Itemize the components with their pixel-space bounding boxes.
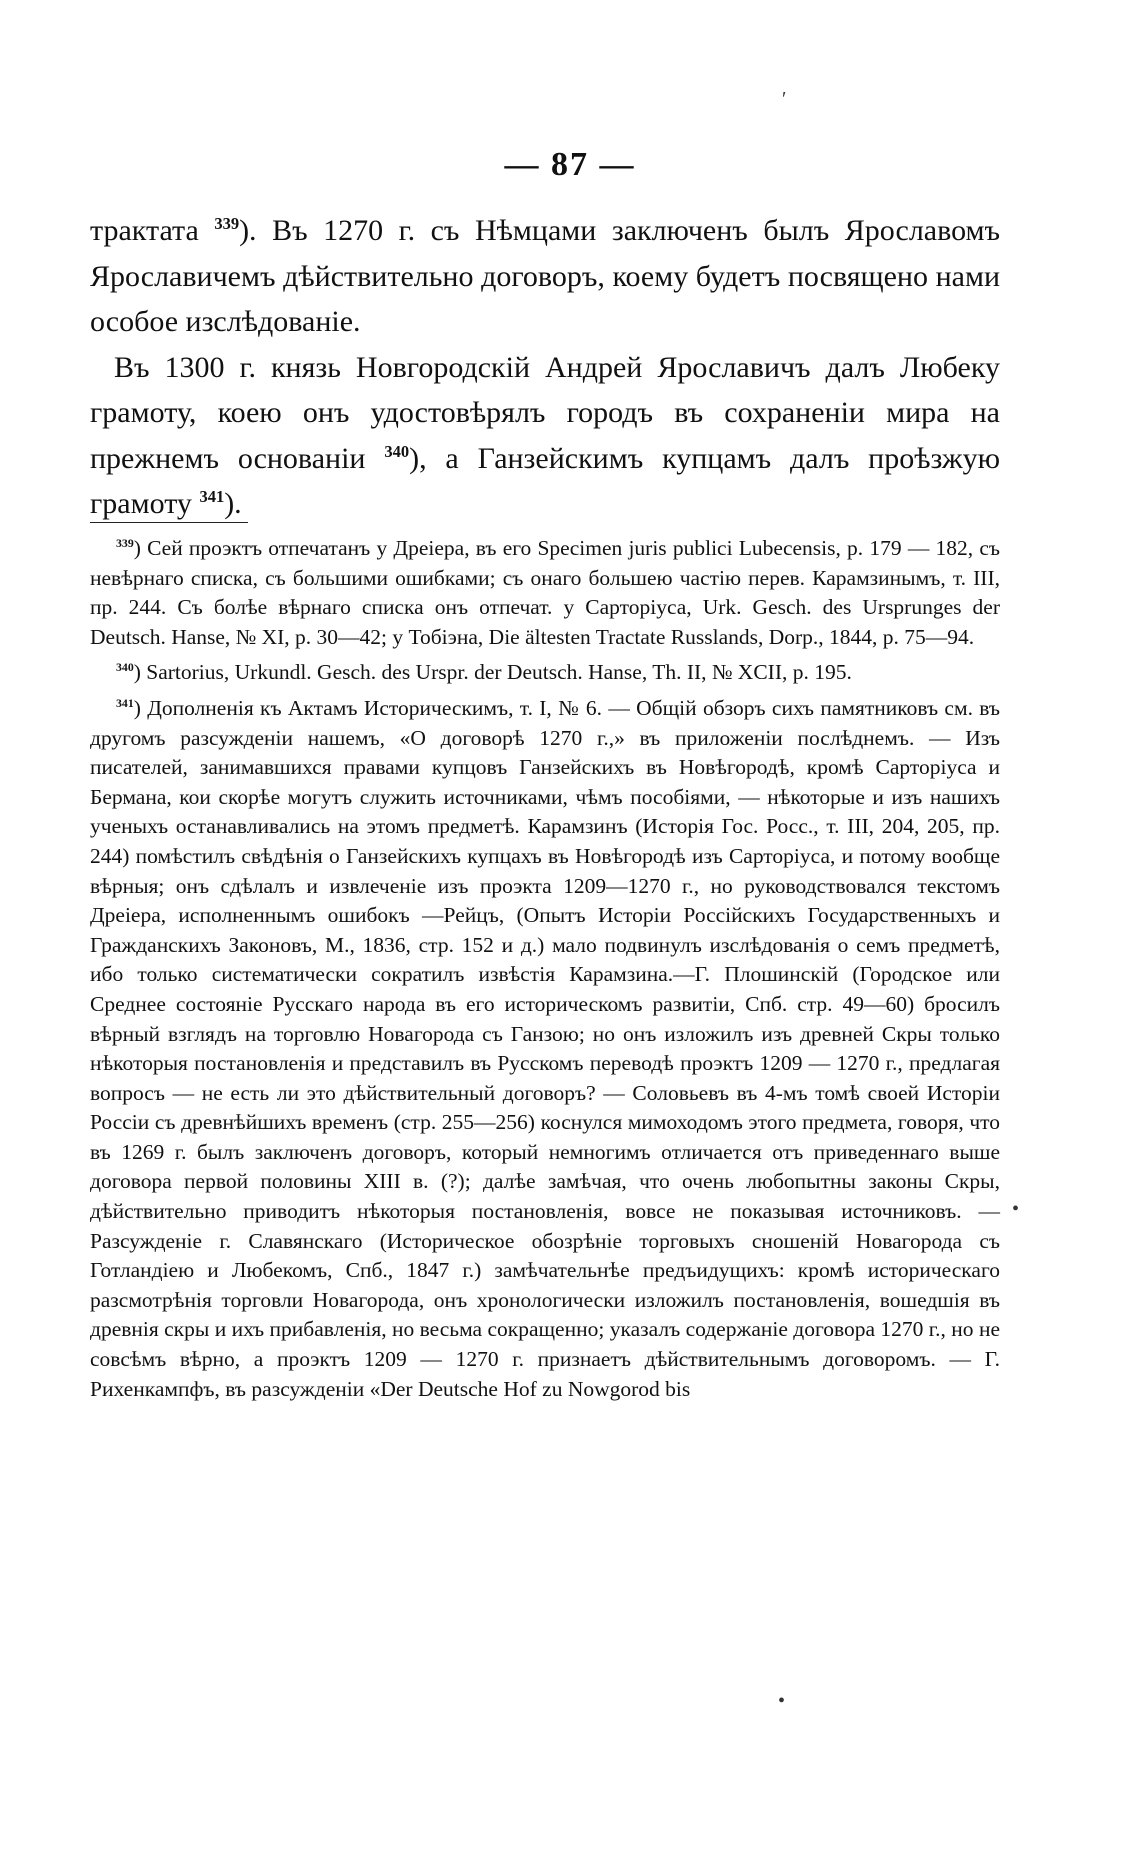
- footnote-340: [90, 658, 1000, 688]
- main-paragraph-2: [90, 345, 1000, 527]
- page-number: — 87 —: [504, 146, 636, 183]
- footnote-ref: 339: [214, 214, 240, 233]
- footnote-number: 339: [116, 535, 134, 550]
- footnote-text: ) Дополненія къ Актамъ Историческимъ, т. I, № 6. — Общій обзоръ сихъ памятниковъ см. въ другомъ разсужденіи нашемъ, «О договорѣ 1270 г.,» въ приложеніи послѣднемъ. — Изъ писателей, занимавшихся правами купцовъ Ганзейскихъ въ Новѣгородѣ, кромѣ Сарторіуса и Бермана, кои скорѣе могутъ служить источниками, чѣмъ пособіями, — нѣкоторые и изъ нашихъ ученыхъ останавливались на этомъ предметѣ. Карамзинъ (Исторія Гос. Росс., т. III, 204, 205, пр. 244) помѣстилъ свѣдѣнія о Ганзейскихъ купцахъ въ Новѣгородѣ изъ Сарторіуса, и потому вообще вѣрныя; онъ сдѣлалъ и извлеченіе изъ проэкта 1209—1270 г., но руководствовался текстомъ Дреіера, исполненнымъ ошибокъ —Рейцъ, (Опытъ Исторіи Россійскихъ Государственныхъ и Гражданскихъ Законовъ, М., 1836, стр. 152 и д.) мало подвинулъ изслѣдованія о семъ предметѣ, ибо только систематически сократилъ извѣстія Карамзина.—Г. Плошинскій (Городское или Среднее состояніе Русскаго народа въ его историческомъ развитіи, Спб. стр. 49—60) бросилъ вѣрный взглядъ на торговлю Новагорода съ Ганзою; но онъ изложилъ изъ древней Скры только нѣкоторыя постановленія и представилъ въ Русскомъ переводѣ проэктъ 1209 — 1270 г., предлагая вопросъ — не есть ли это дѣйствительный договоръ? — Соловьевъ въ 4-мъ томѣ своей Исторіи Россіи съ древнѣйшихъ временъ (стр. 255—256) коснулся мимоходомъ этого предмета, говоря, что въ 1269 г. былъ заключенъ договоръ, который немногимъ отличается отъ приведеннаго выше договора первой половины XIII в. (?); далѣе замѣчая, что очень любопытны законы Скры, дѣйствительно приводитъ нѣкоторыя постановленія, вовсе не показывая источниковъ. — Разсужденіе г. Славянскаго (Историческое обозрѣніе торговыхъ сношеній Новагорода съ Готландіею и Любекомъ, Спб., 1847 г.) замѣчательнѣе предъидущихъ: кромѣ историческаго разсмотрѣнія торговли Новагорода, онъ хронологически изложилъ постановленія, вошедшія въ древнія скры и ихъ прибавленія, но весьма сокращенно; указалъ содержаніе договора 1270 г., но не совсѣмъ вѣрно, а проэктъ 1209 — 1270 г. признаетъ дѣйствительнымъ договоромъ. — Г. Рихенкампфъ, въ разсужденіи «Der Deutsche Hof zu Nowgorod bis: [90, 695, 1000, 1401]
- footnote-339: [90, 534, 1000, 652]
- paragraph-text: трактата: [90, 214, 215, 247]
- print-speck: •: [1012, 1198, 1020, 1220]
- main-paragraph-1: [90, 208, 1000, 345]
- footnote-341: [90, 694, 1000, 1404]
- paragraph-text: ), а Ганзейскимъ купцамъ далъ проѣзжую грамоту: [90, 441, 1000, 520]
- paragraph-text: ).: [224, 487, 242, 520]
- footnote-ref: 341: [199, 487, 225, 506]
- footnote-text: ) Сей проэктъ отпечатанъ у Дреіера, въ его Specimen juris publici Lubecensis, p. 179 — 182, съ невѣрнаго списка, съ большими ошибками; съ онаго большею частію перев. Карамзинымъ, т. III, пр. 244. Съ болѣе вѣрнаго списка онъ отпечат. у Сарторіуса, Urk. Gesch. des Ursprunges der Deutsch. Hanse, № XI, p. 30—42; у Тобіэна, Die ältesten Tractate Russlands, Dorp., 1844, p. 75—94.: [90, 536, 1000, 649]
- footnote-divider: [90, 522, 248, 523]
- footnotes: [90, 534, 1000, 1410]
- paragraph-text: Въ 1300 г. князь Новгородскій Андрей Ярославичъ далъ Любеку грамоту, коею онъ удостовѣрялъ городъ въ сохраненіи мира на прежнемъ основаніи: [90, 350, 1000, 475]
- main-text: [90, 208, 1000, 527]
- footnote-text: ) Sartorius, Urkundl. Gesch. des Urspr. der Deutsch. Hanse, Th. II, № XCII, p. 195.: [133, 660, 852, 685]
- footnote-number: 341: [116, 695, 134, 710]
- footnote-number: 340: [116, 660, 134, 675]
- print-speck: ′: [782, 88, 787, 110]
- print-speck: •: [778, 1690, 786, 1712]
- footnote-ref: 340: [384, 441, 410, 461]
- paragraph-text: ). Въ 1270 г. съ Нѣмцами заключенъ былъ Ярославомъ Ярославичемъ дѣйствительно договоръ, коему будетъ посвящено нами особое изслѣдованіе.: [90, 214, 1000, 338]
